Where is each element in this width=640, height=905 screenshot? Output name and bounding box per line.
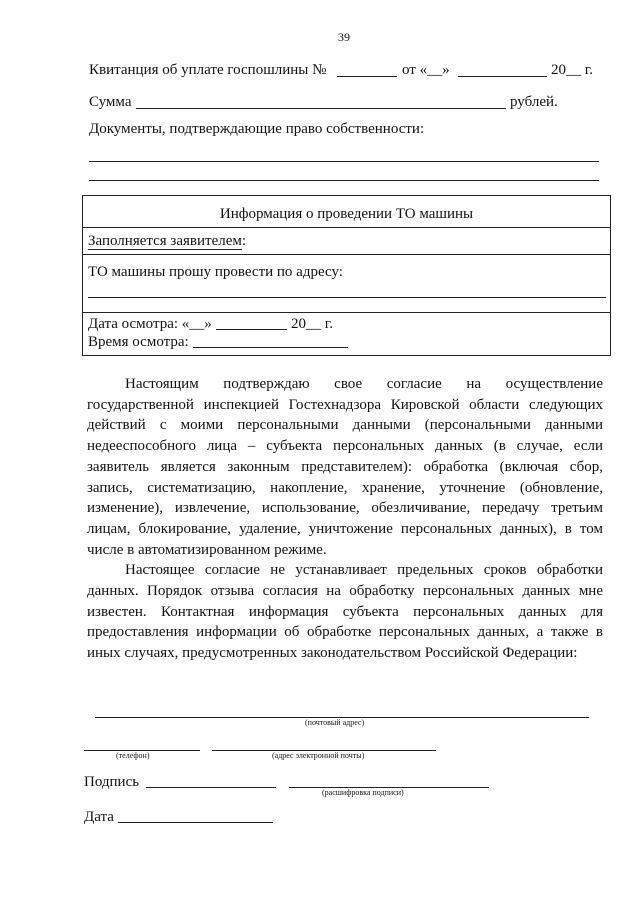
sum-field[interactable] (136, 108, 506, 109)
inspection-info-box (82, 195, 611, 356)
box-divider-2 (83, 254, 610, 255)
inspection-address-label: ТО машины прошу провести по адресу: (88, 264, 343, 280)
consent-text (87, 374, 603, 664)
receipt-date-field[interactable] (458, 76, 547, 77)
inspection-time-field[interactable] (193, 347, 348, 348)
ownership-docs-label: Документы, подтверждающие право собственности: (89, 121, 425, 137)
signature-decode-caption: (расшифровка подписи) (322, 788, 404, 797)
consent-paragraph-1: Настоящим подтверждаю свое согласие на осуществление государственной инспекцией Гостехнадзора Кировской области следующих действий с моими персональными данными (персональными данными недееспособного лица – субъекта персональных данных (в случае, если заявитель является законным представителем): обработка (включая сбор, запись, систематизацию, накопление, хранение, уточнение (обновление, изменение), извлечение, использование, обезличивание, передачу третьим лицам, блокирование, удаление, уничтожение персональных данных), в том числе в автоматизированном режиме. (87, 376, 603, 558)
ownership-docs-field-2[interactable] (89, 180, 599, 181)
date-field[interactable] (118, 822, 273, 823)
sum-unit: рублей. (510, 94, 558, 110)
email-caption: (адрес электронной почты) (272, 751, 365, 760)
consent-paragraph-2: Настоящее согласие не устанавливает предельных сроков обработки данных. Порядок отзыва согласия на обработку персональных данных мне известен. Контактная информация субъекта персональных данных для предоставления информации об обработке персональных данных, а также в иных случаях, предусмотренных законодательством Российской Федерации: (87, 562, 603, 662)
receipt-year: 20__ г. (551, 62, 593, 78)
receipt-number-field[interactable] (337, 76, 397, 77)
ownership-docs-field-1[interactable] (89, 161, 599, 162)
phone-caption: (телефон) (116, 751, 150, 760)
box-divider-3 (83, 312, 610, 313)
filled-by-underline (88, 249, 242, 250)
receipt-label: Квитанция об уплате госпошлины № (89, 62, 327, 78)
page-number: 39 (338, 30, 350, 44)
inspection-date-year: 20__ г. (291, 316, 333, 332)
signature-field[interactable] (146, 787, 276, 788)
date-label: Дата (84, 809, 114, 825)
postal-address-caption: (почтовый адрес) (305, 718, 365, 727)
inspection-time-label: Время осмотра: (88, 334, 189, 350)
inspection-address-field[interactable] (88, 297, 606, 298)
inspection-date-field[interactable] (216, 329, 287, 330)
signature-label: Подпись (84, 774, 140, 790)
box-divider-1 (83, 227, 610, 228)
inspection-date-label: Дата осмотра: «__» (88, 316, 212, 332)
receipt-date-from: от «__» (402, 62, 450, 78)
inspection-box-title: Информация о проведении ТО машины (219, 206, 474, 222)
sum-label: Сумма (89, 94, 132, 110)
filled-by-applicant-label: Заполняется заявителем: (88, 233, 247, 249)
